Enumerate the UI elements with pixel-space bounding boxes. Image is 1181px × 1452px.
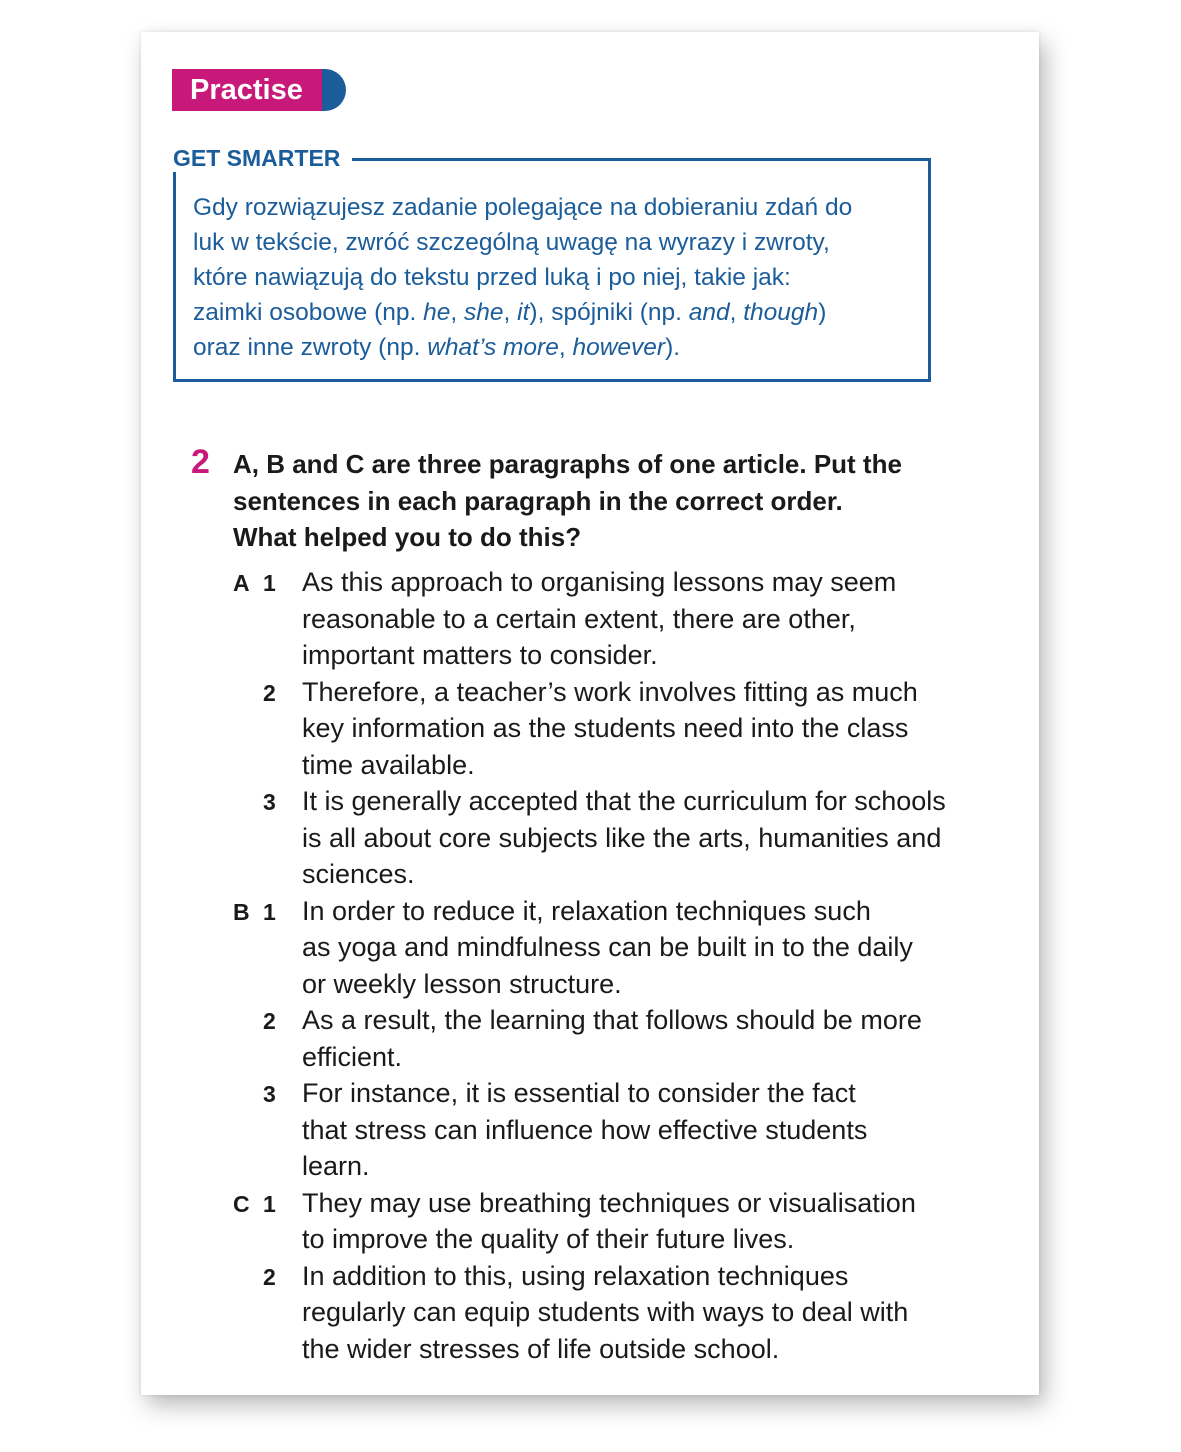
sentence-number: 1 xyxy=(263,898,276,925)
paragraph-letter: A xyxy=(233,570,250,596)
text-segment: ) xyxy=(818,299,827,326)
sentence-line: reasonable to a certain extent, there are other, xyxy=(302,603,856,634)
get-smarter-text xyxy=(193,190,923,365)
sentence-line: or weekly lesson structure. xyxy=(302,968,622,999)
example-word: though xyxy=(743,299,819,326)
paragraph-letter: C xyxy=(233,1190,250,1217)
example-word: however xyxy=(572,334,666,361)
sentence-line: time available. xyxy=(302,749,475,780)
sentence-number: 3 xyxy=(263,789,276,815)
text-segment: oraz inne zwroty (np. xyxy=(193,334,428,361)
text-segment: Gdy rozwiązujesz zadanie polegające na dobieraniu zdań do xyxy=(193,194,853,221)
sentence-line: They may use breathing techniques or visualisation xyxy=(302,1187,916,1218)
practise-banner xyxy=(172,69,346,111)
textbook-page xyxy=(141,32,1039,1395)
sentence-line: regularly can equip students with ways to deal with xyxy=(302,1297,909,1327)
get-smarter-line xyxy=(193,190,923,225)
sentence-line: In addition to this, using relaxation techniques xyxy=(302,1260,849,1291)
example-word: what’s more xyxy=(427,334,559,361)
text-segment: , xyxy=(503,299,518,326)
text-segment: luk w tekście, zwróć szczególną uwagę na wyrazy i zwroty, xyxy=(193,229,830,256)
instruction-line: A, B and C are three paragraphs of one article. Put the xyxy=(233,449,902,479)
sentence-list xyxy=(233,564,1013,1367)
get-smarter-line xyxy=(193,295,923,330)
example-word: she xyxy=(464,299,504,326)
sentence-item xyxy=(233,893,1013,1003)
sentence-line: to improve the quality of their future lives. xyxy=(302,1224,795,1254)
sentence-line: It is generally accepted that the curriculum for schools xyxy=(302,786,946,816)
get-smarter-line xyxy=(193,260,923,295)
get-smarter-heading: GET SMARTER xyxy=(173,144,352,172)
sentence-line: As this approach to organising lessons may seem xyxy=(302,567,897,597)
sentence-item xyxy=(233,1185,1013,1258)
text-segment: które nawiązują do tekstu przed luką i po niej, takie jak: xyxy=(193,264,791,291)
text-segment: ), spójniki (np. xyxy=(529,299,689,326)
exercise-instruction xyxy=(233,446,973,556)
example-word: and xyxy=(688,299,730,326)
sentence-number: 2 xyxy=(263,679,276,706)
sentence-line: sciences. xyxy=(302,859,415,889)
instruction-line: What helped you to do this? xyxy=(233,522,582,552)
sentence-line: the wider stresses of life outside school. xyxy=(302,1333,780,1364)
text-segment: , xyxy=(450,299,465,326)
sentence-item xyxy=(233,1075,1013,1185)
sentence-number: 1 xyxy=(263,570,276,596)
sentence-number: 1 xyxy=(263,1190,276,1217)
text-segment: ). xyxy=(665,334,681,361)
paragraph-letter: B xyxy=(233,898,250,925)
sentence-line: efficient. xyxy=(302,1041,403,1072)
sentence-number: 2 xyxy=(263,1263,276,1290)
example-word: it xyxy=(517,299,530,326)
example-word: he xyxy=(423,299,451,326)
sentence-line: In order to reduce it, relaxation techniques such xyxy=(302,895,871,926)
get-smarter-line xyxy=(193,330,923,365)
sentence-item xyxy=(233,1258,1013,1368)
sentence-item xyxy=(233,674,1013,784)
instruction-line: sentences in each paragraph in the correct order. xyxy=(233,485,843,516)
text-segment: , xyxy=(729,299,744,326)
get-smarter-line xyxy=(193,225,923,260)
sentence-line: key information as the students need into the class xyxy=(302,713,909,743)
sentence-item xyxy=(233,783,1013,893)
sentence-line: that stress can influence how effective students xyxy=(302,1114,868,1145)
banner-cap-shape xyxy=(322,69,346,111)
sentence-line: as yoga and mindfulness can be built in to the daily xyxy=(302,932,913,962)
text-segment: , xyxy=(558,334,573,361)
sentence-item xyxy=(233,1002,1013,1075)
exercise-number: 2 xyxy=(191,443,210,481)
sentence-number: 2 xyxy=(263,1008,276,1034)
sentence-number: 3 xyxy=(263,1081,276,1107)
sentence-line: Therefore, a teacher’s work involves fitting as much xyxy=(302,676,918,707)
text-segment: zaimki osobowe (np. xyxy=(193,299,424,326)
sentence-line: For instance, it is essential to consider the fact xyxy=(302,1078,856,1108)
sentence-line: is all about core subjects like the arts, humanities and xyxy=(302,822,942,853)
practise-label: Practise xyxy=(172,69,322,111)
sentence-line: As a result, the learning that follows should be more xyxy=(302,1005,922,1035)
sentence-item xyxy=(233,564,1013,674)
sentence-line: learn. xyxy=(302,1151,370,1181)
sentence-line: important matters to consider. xyxy=(302,640,658,670)
